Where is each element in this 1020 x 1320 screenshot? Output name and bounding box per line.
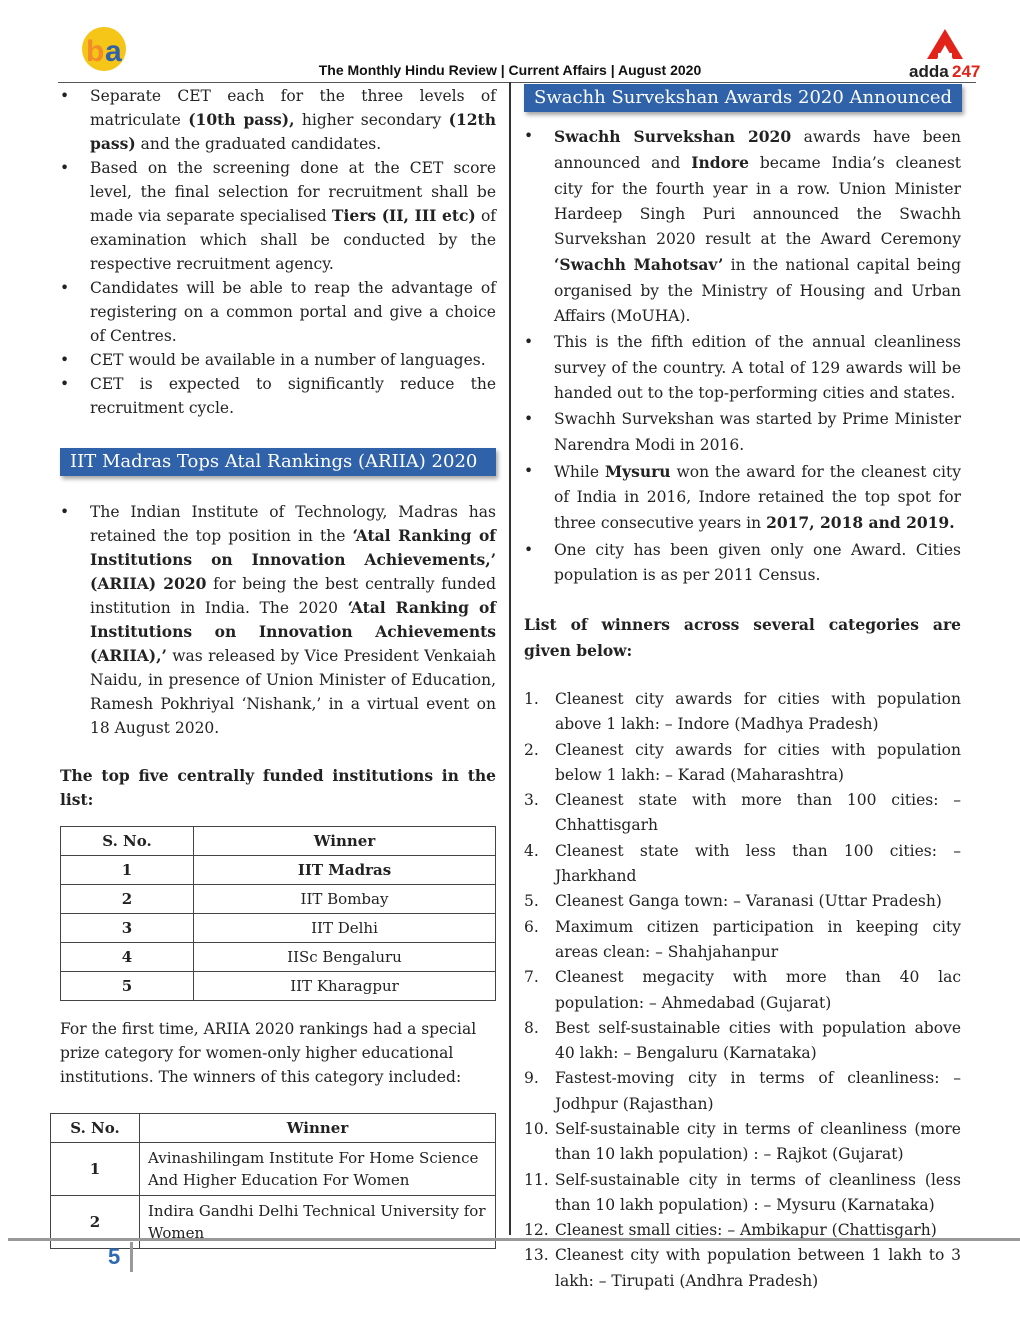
cet-bullet-item [60,276,496,348]
winner-text: Self-sustainable city in terms of cleanliness (more than 10 lakh population) : – Rajkot (Gujarat) [555,1119,961,1164]
bold-text: 2017, 2018 and 2019. [766,513,955,533]
bold-text: ‘Atal Ranking of Institutions on Innovation Achievements,’ (ARIIA) 2020 [90,526,496,593]
list-number: 6. [524,917,539,936]
serial-number-cell: 2 [51,1196,140,1249]
text-run: was released by Vice President Venkaiah Naidu, in presence of Union Minister of Education, Ramesh Pokhriyal ‘Nishank,’ in a virtual event on 18 August 2020. [90,647,496,737]
list-number: 2. [524,740,539,759]
text-run: higher secondary [294,111,449,129]
svg-text:a: a [105,35,122,68]
swachh-bullet-list [524,124,961,588]
winner-text: Cleanest small cities: – Ambikapur (Chattisgarh) [555,1221,937,1240]
text-run: CET is expected to significantly reduce the recruitment cycle. [90,375,496,417]
bold-text: Swachh Survekshan 2020 [554,127,792,146]
bold-text: (12th pass) [90,110,496,153]
table1-header-winner: Winner [194,827,496,856]
text-run: in the national capital being organised by the Ministry of Housing and Urban Affairs (MoUHA). [554,256,961,326]
winner-cell: IIT Bombay [194,885,496,914]
women-institutions-table [50,1113,496,1249]
text-run: won the award for the cleanest city of India in 2016, Indore retained the top spot for three consecutive years in [554,462,961,533]
winner-cell: IIT Madras [194,856,496,885]
text-run: and the graduated candidates. [135,135,382,153]
bold-text: Mysuru [604,461,671,481]
serial-number-cell: 4 [61,943,194,972]
winner-cell: IIT Delhi [194,914,496,943]
table-row [61,943,496,972]
winner-text: Cleanest megacity with more than 40 lac population: – Ahmedabad (Gujarat) [555,968,961,1012]
winner-text: Maximum citizen participation in keeping city areas clean: – Shahjahanpur [555,917,961,961]
winner-list-item [524,1168,961,1219]
serial-number-cell: 2 [61,885,194,914]
page-number: 5 [108,1244,121,1269]
winner-text: Fastest-moving city in terms of cleanliness: – Jodhpur (Rajasthan) [555,1069,961,1113]
text-run: of examination which shall be conducted by the respective recruitment agency. [90,207,497,273]
text-run: While [554,462,605,481]
text-run: Swachh Survekshan was started by Prime Minister Narendra Modi in 2016. [554,410,961,454]
svg-text:b: b [86,35,105,68]
winner-text: Self-sustainable city in terms of cleanliness (less than 10 lakh population) : – Mysuru (Karnataka) [555,1170,961,1214]
bold-text: ‘Swachh Mahotsav’ [554,255,724,275]
table2-header-sno: S. No. [51,1114,140,1143]
table-row [61,856,496,885]
winner-list-item [524,1243,961,1294]
list-number: 4. [524,841,539,860]
list-number: 7. [524,968,539,987]
svg-text:adda: adda [909,62,949,81]
bold-text: Tiers (II, III etc) [331,206,476,225]
swachh-bullet-item [524,459,961,537]
winner-text: Cleanest city awards for cities with population above 1 lakh: – Indore (Madhya Pradesh) [555,689,961,734]
footer-rule [8,1238,1020,1241]
ariia-section-banner: IIT Madras Tops Atal Rankings (ARIIA) 2020 [60,448,496,476]
winner-cell: IIT Kharagpur [194,972,496,1001]
list-number: 10. [524,1119,549,1138]
serial-number-cell: 5 [61,972,194,1001]
left-column [60,84,496,1249]
swachh-bullet-item [524,407,961,458]
list-number: 5. [524,892,539,911]
bold-text: Indore [691,153,749,173]
winner-list-item [524,839,961,890]
bold-text: (10th pass), [188,110,295,129]
text-run: This is the fifth edition of the annual cleanliness survey of the country. A total of 129 awards will be handed out to the top-performing cities and states. [554,333,961,402]
winner-list-item [524,1016,961,1067]
winner-cell: Indira Gandhi Delhi Technical University for Women [140,1196,496,1249]
table2-header-winner: Winner [140,1114,496,1143]
cet-bullet-item [60,156,496,276]
list-number: 3. [524,791,539,810]
winner-list-item [524,738,961,789]
list-number: 8. [524,1018,539,1037]
text-run: Separate CET each for the three levels of matriculate [90,87,496,129]
serial-number-cell: 1 [51,1143,140,1196]
winner-cell: IISc Bengaluru [194,943,496,972]
winner-text: Cleanest city with population between 1 lakh to 3 lakh: – Tirupati (Andhra Pradesh) [555,1246,961,1290]
list-number: 11. [524,1170,549,1189]
serial-number-cell: 1 [61,856,194,885]
swachh-bullet-item [524,124,961,329]
list-number: 13. [524,1246,549,1265]
winner-list-item [524,889,961,914]
winner-list-item [524,687,961,738]
text-run: awards have been announced and [554,128,961,173]
winner-list-item [524,1066,961,1117]
winner-text: Cleanest city awards for cities with population below 1 lakh: – Karad (Maharashtra) [555,740,961,784]
header-rule [58,82,976,83]
right-column [524,84,961,1294]
winner-text: Cleanest state with more than 100 cities: – Chhattisgarh [555,791,961,835]
svg-text:247: 247 [952,62,981,81]
women-category-paragraph: For the first time, ARIIA 2020 rankings had a special prize category for women-only higher educational institutions. The winners of this category included: [60,1020,477,1086]
table-row [51,1143,496,1196]
text-run: Candidates will be able to reap the advantage of registering on a common portal and give a choice of Centres. [90,279,496,345]
winner-text: Best self-sustainable cities with population above 40 lakh: – Bengaluru (Karnataka) [555,1018,961,1063]
footer-divider [130,1242,133,1272]
list-number: 1. [524,689,539,708]
swachh-bullet-item [524,330,961,406]
table1-header-sno: S. No. [61,827,194,856]
winner-list-item [524,965,961,1016]
winner-text: Cleanest Ganga town: – Varanasi (Uttar Pradesh) [555,892,942,911]
list-number: 9. [524,1069,539,1088]
ariia-bullet-list [60,500,496,740]
cet-bullet-item [60,348,496,372]
list-number: 12. [524,1221,549,1240]
cet-bullet-item [60,372,496,420]
winner-list-item [524,915,961,966]
winners-list [524,687,961,1294]
ariia-bullet [60,500,496,740]
text-run: became India’s cleanest city for the fourth year in a row. Union Minister Hardeep Singh Puri announced the Swachh Survekshan 2020 result at the Award Ceremony [554,154,962,249]
cet-bullet-list [60,84,496,420]
table-row [61,885,496,914]
top5-heading: The top five centrally funded institutions in the list: [60,766,496,809]
text-run: Based on the screening done at the CET score level, the final selection for recruitment shall be made via separate specialised [90,159,496,225]
serial-number-cell: 3 [61,914,194,943]
adda247-logo [905,25,985,81]
table-row [61,914,496,943]
winner-list-item [524,788,961,839]
winner-list-item [524,1117,961,1168]
column-divider [509,82,511,1235]
swachh-bullet-item [524,538,961,589]
text-run: for being the best centrally funded institution in India. The 2020 [90,575,496,617]
table-row [61,972,496,1001]
bold-text: ‘Atal Ranking of Institutions on Innovation Achievements (ARIIA),’ [90,598,496,665]
top5-institutions-table [60,826,496,1001]
page-header-title: The Monthly Hindu Review | Current Affairs | August 2020 [318,62,702,78]
winner-cell: Avinashilingam Institute For Home Science And Higher Education For Women [140,1143,496,1196]
winners-list-heading: List of winners across several categories are given below: [524,615,961,660]
text-run: One city has been given only one Award. Cities population is as per 2011 Census. [554,540,961,585]
swachh-section-banner: Swachh Survekshan Awards 2020 Announced [524,84,962,112]
text-run: CET would be available in a number of languages. [90,351,486,369]
cet-bullet-item [60,84,496,156]
winner-text: Cleanest state with less than 100 cities: – Jharkhand [555,841,961,886]
text-run: The Indian Institute of Technology, Madras has retained the top position in the [90,503,496,545]
